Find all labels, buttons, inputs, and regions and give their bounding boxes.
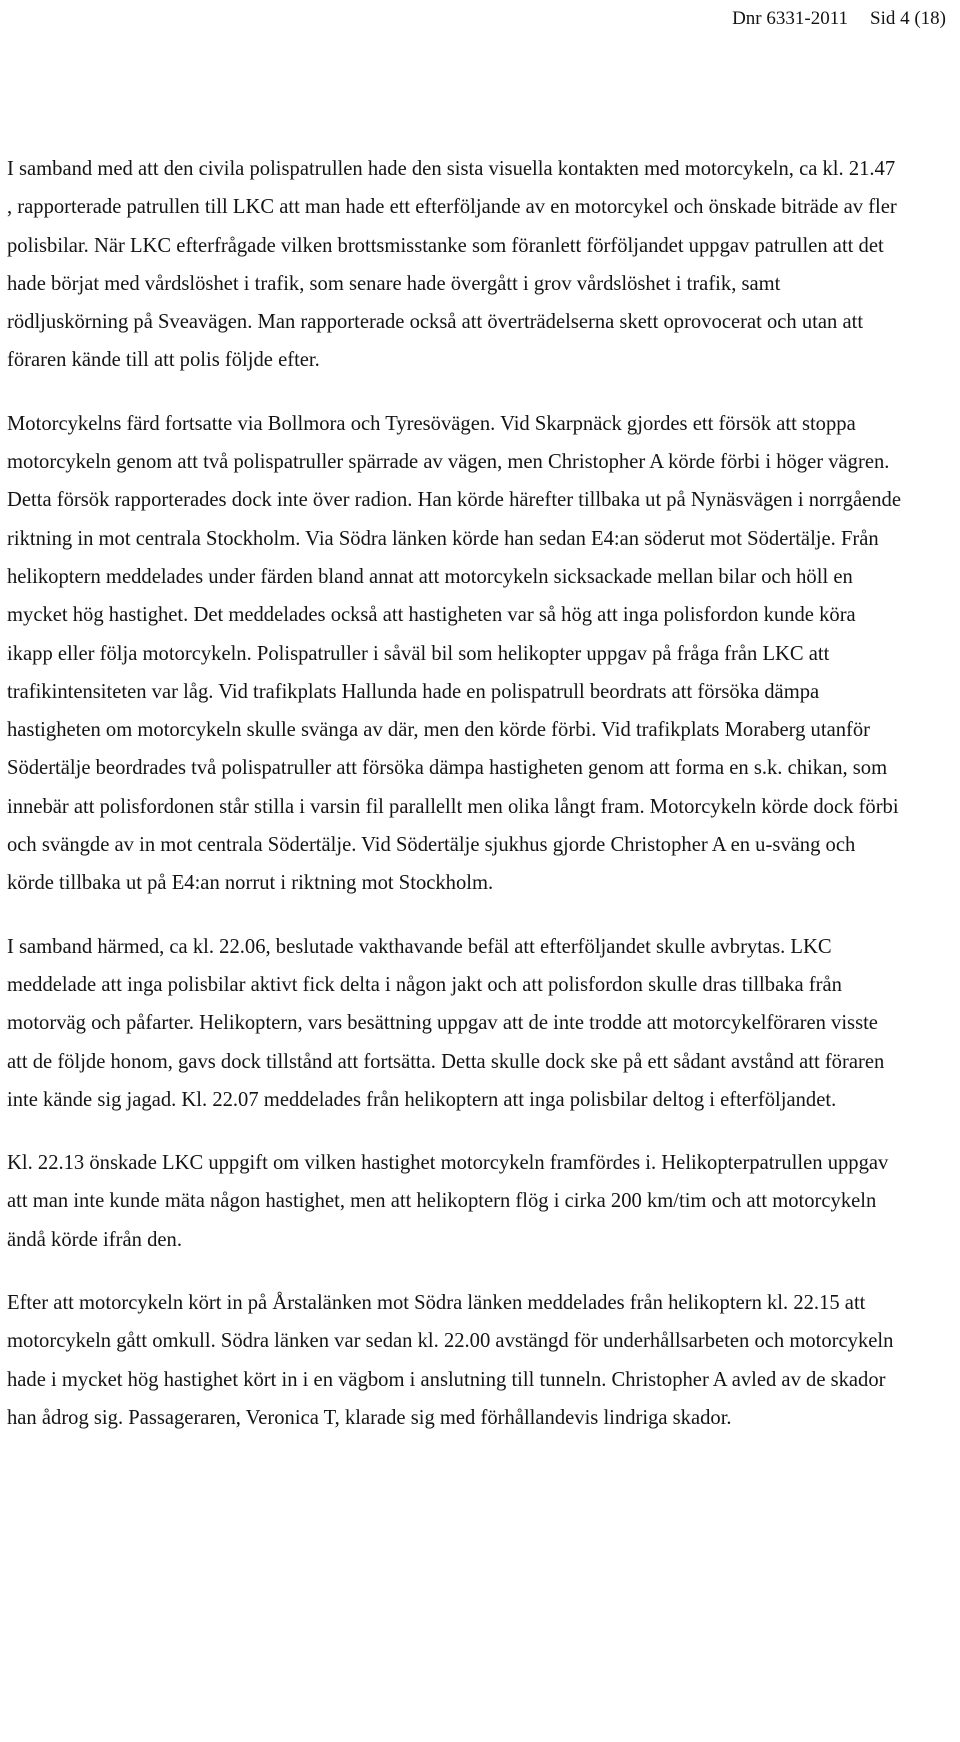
document-number: Dnr 6331-2011 [732,8,848,29]
paragraph-contact-report: I samband med att den civila polispatrullen hade den sista visuella kontakten med motorcykeln, ca kl. 21.47 , rapporterade patrullen till LKC att man hade ett efterföljande av en motorcykel och önskade biträde av fler polisbilar. När LKC efterfrågade vilken brottsmisstanke som föranlett förföljandet uppgav patrullen att det hade börjat med vårdslöshet i trafik, som senare hade övergått i grov vårdslöshet i trafik, samt rödljuskörning på Sveavägen. Man rapporterade också att överträdelserna skett oprovocerat och utan att föraren kände till att polis följde efter. [7,158,897,372]
paragraph-crash: Efter att motorcykeln kört in på Årstalänken mot Södra länken meddelades från helikoptern kl. 22.15 att motorcykeln gått omkull. Södra länken var sedan kl. 22.00 avstängd för underhållsarbeten och motorcykeln hade i mycket hög hastighet kört in i en vägbom i anslutning till tunneln. Christopher A avled av de skador han ådrog sig. Passageraren, Veronica T, klarade sig med förhållandevis lindriga skador. [7,1292,894,1429]
paragraph-pursuit-aborted: I samband härmed, ca kl. 22.06, beslutade vakthavande befäl att efterföljandet skulle avbrytas. LKC meddelade att inga polisbilar aktivt fick delta i någon jakt och att polisfordon skulle dras tillbaka från motorväg och påfarter. Helikoptern, vars besättning uppgav att de inte trodde att motorcykelföraren visste att de följde honom, gavs dock tillstånd att fortsätta. Detta skulle dock ske på ett sådant avstånd att föraren inte kände sig jagad. Kl. 22.07 meddelades från helikoptern att inga polisbilar deltog i efterföljandet. [7,935,885,1111]
paragraph-speed-inquiry: Kl. 22.13 önskade LKC uppgift om vilken hastighet motorcykeln framfördes i. Helikopterpatrullen uppgav att man inte kunde mäta någon hastighet, men att helikoptern flög i cirka 200 km/tim och att motorcykeln ändå körde ifrån den. [7,1152,889,1251]
page-header [732,6,946,32]
page-number: Sid 4 (18) [870,8,946,29]
document-body [7,150,902,1462]
paragraph-route-description: Motorcykelns färd fortsatte via Bollmora och Tyresövägen. Vid Skarpnäck gjordes ett försök att stoppa motorcykeln genom att två polispatruller spärrade av vägen, men Christopher A körde förbi i höger vägren. Detta försök rapporterades dock inte över radion. Han körde härefter tillbaka ut på Nynäsvägen i norrgående riktning in mot centrala Stockholm. Via Södra länken körde han sedan E4:an söderut mot Södertälje. Från helikoptern meddelades under färden bland annat att motorcykeln sicksackade mellan bilar och höll en mycket hög hastighet. Det meddelades också att hastigheten var så hög att inga polisfordon kunde köra ikapp eller följa motorcykeln. Polispatruller i såväl bil som helikopter uppgav på fråga från LKC att trafikintensiteten var låg. Vid trafikplats Hallunda hade en polispatrull beordrats att försöka dämpa hastigheten om motorcykeln skulle svänga av där, men den körde förbi. Vid trafikplats Moraberg utanför Södertälje beordrades två polispatruller att försöka dämpa hastigheten genom att forma en s.k. chikan, som innebär att polisfordonen står stilla i varsin fil parallellt men olika långt fram. Motorcykeln körde dock förbi och svängde av in mot centrala Södertälje. Vid Södertälje sjukhus gjorde Christopher A en u-sväng och körde tillbaka ut på E4:an norrut i riktning mot Stockholm. [7,412,901,895]
